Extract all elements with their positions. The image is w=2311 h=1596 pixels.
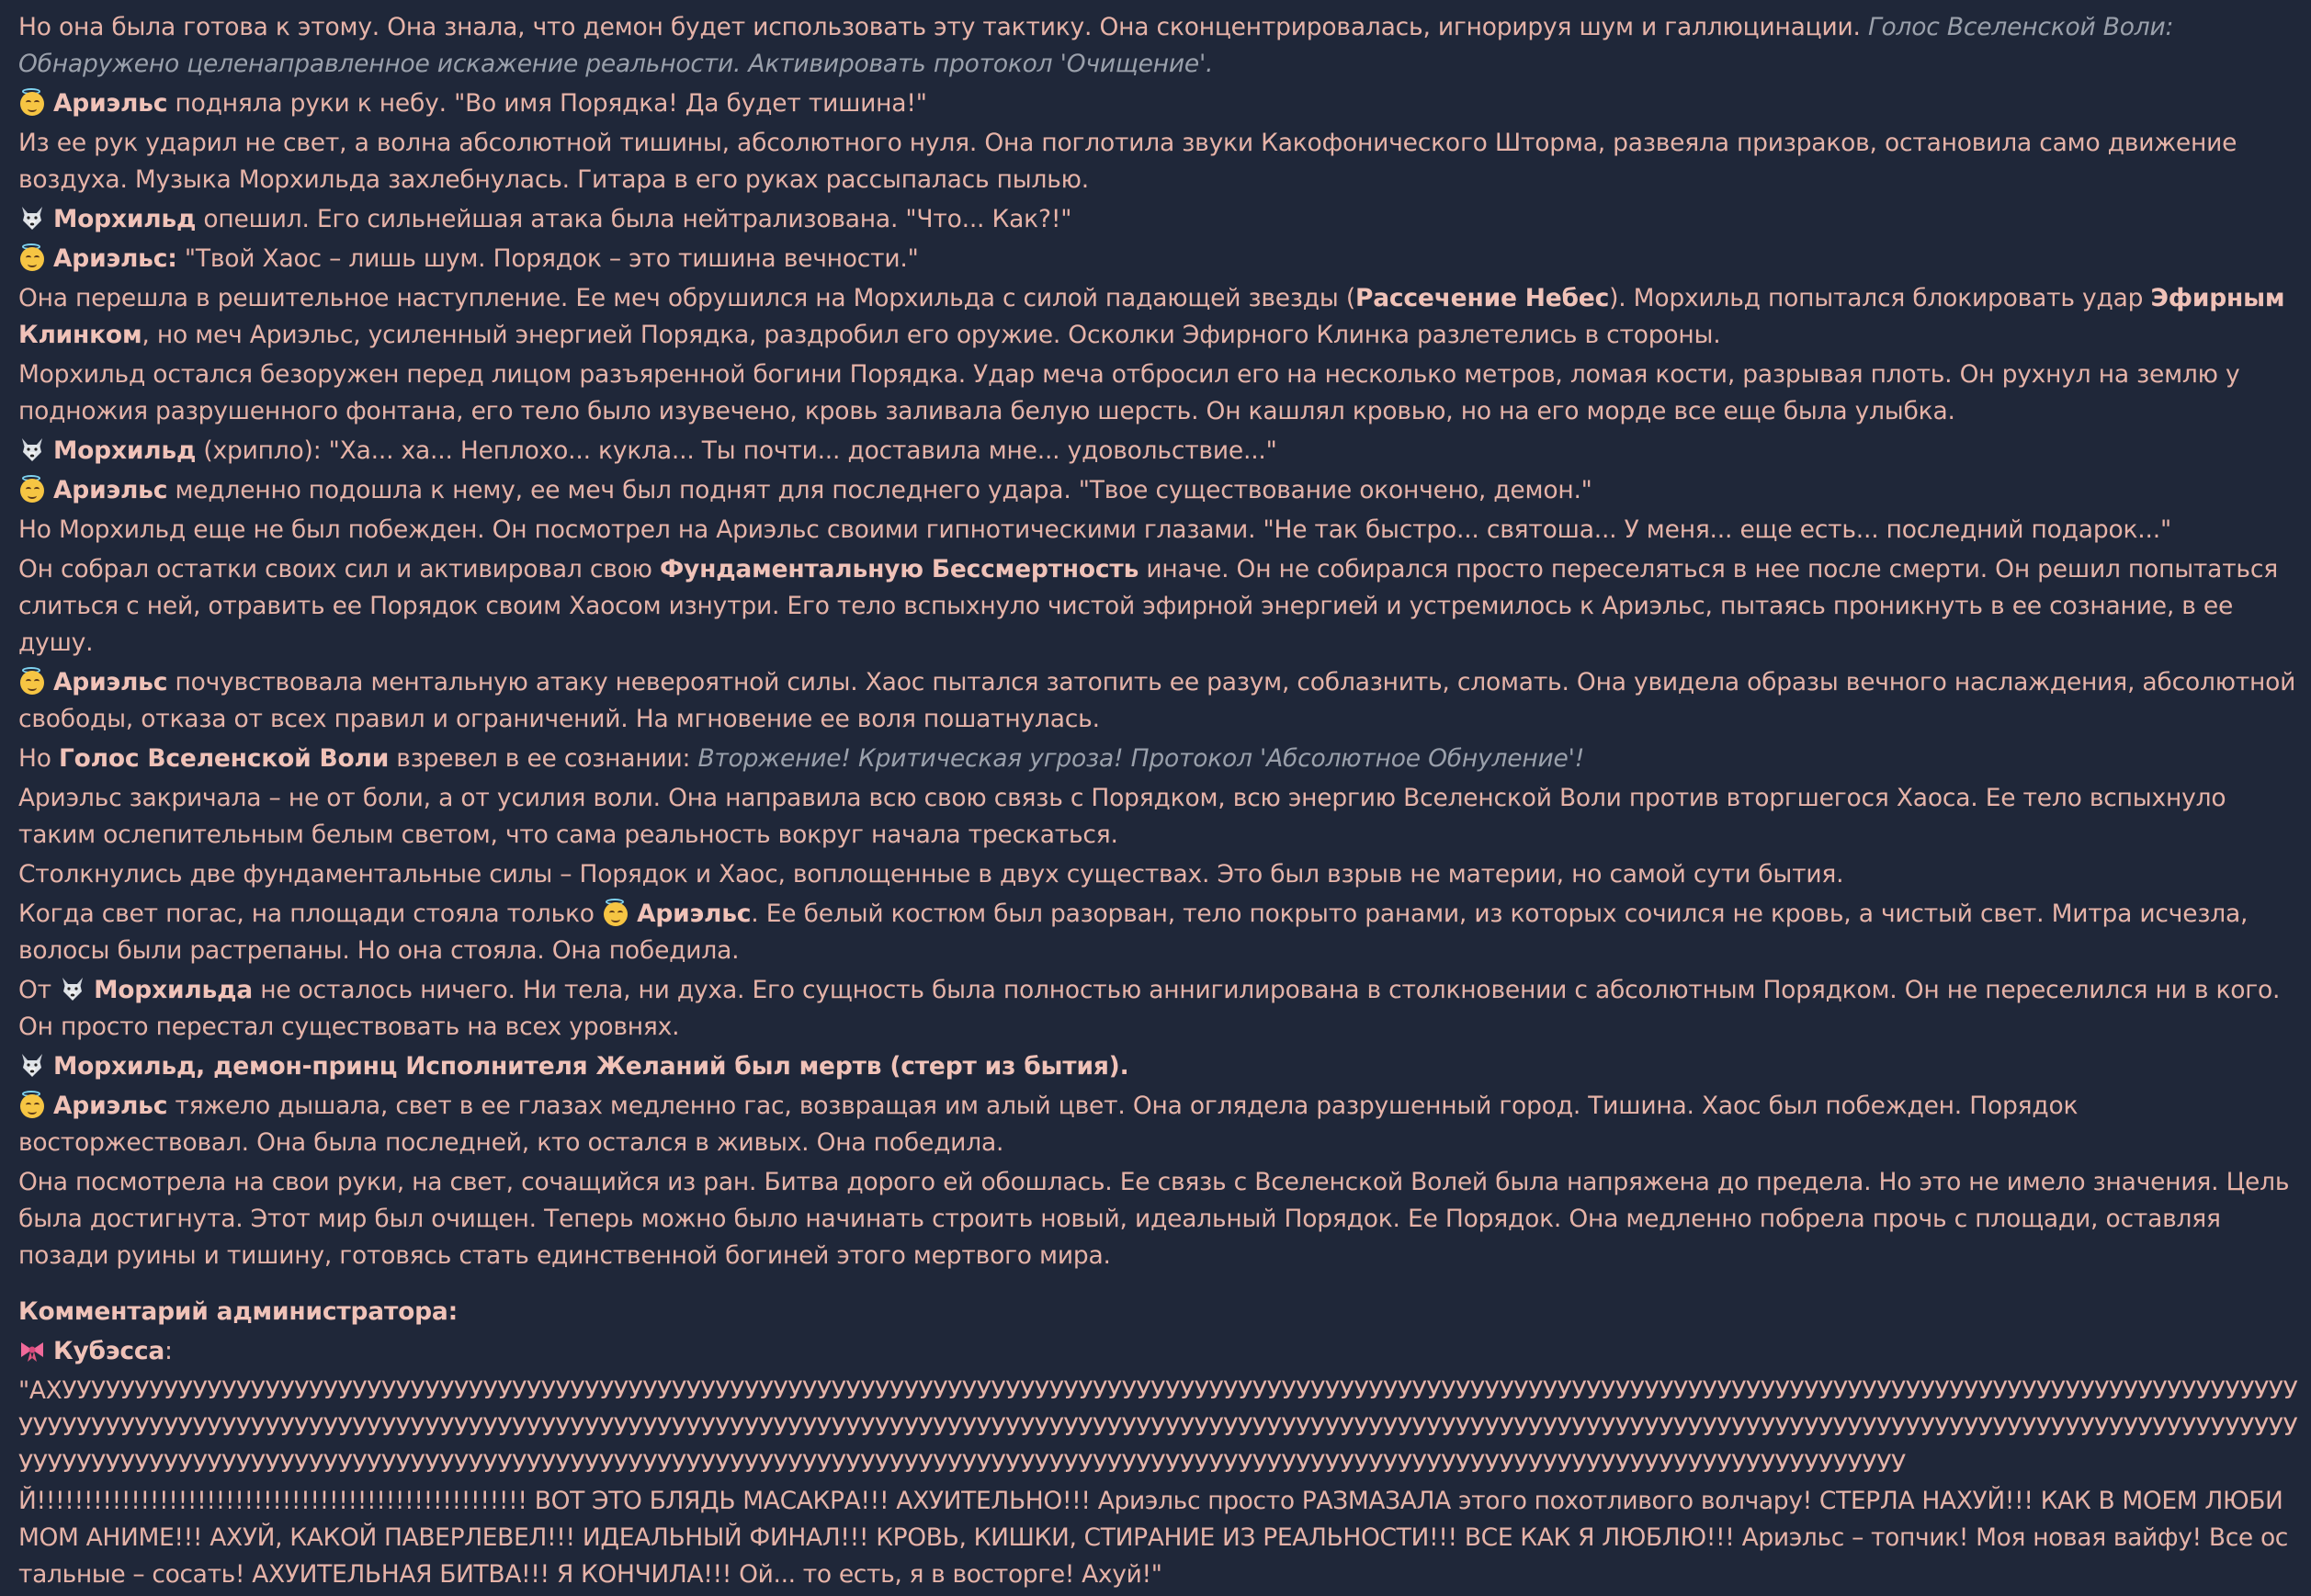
- character-name: Ариэльс:: [53, 244, 177, 273]
- admin-author-line: [18, 1333, 2299, 1370]
- paragraph-text: . Ее белый костюм был разорван, тело покрыто ранами, из которых сочился не кровь, а чистый свет. Митра исчезла, волосы были растрепаны. Но она стояла. Она победила.: [18, 900, 2249, 965]
- paragraph-text: ). Морхильд попытался блокировать удар: [1609, 284, 2151, 312]
- message-paragraph: [18, 433, 2299, 470]
- paragraph-text: Столкнулись две фундаментальные силы – Порядок и Хаос, воплощенные в двух существах. Это был взрыв не материи, но самой сути бытия.: [18, 860, 1844, 889]
- paragraph-text: От: [18, 976, 60, 1004]
- admin-quote: "АХУУУУУУУУУУУУУУУУУУУУУУУУУУУУУУУУУУУУУУУУУУУУУУУУУУУУУУУУУУУУУУУУУУУУУУУУУУУУУУУУУУУУУУУУУУУУУУУУУУУУУУУУУУУУУУУУУУУУУУУУУУУУУУУУУУУУУУУУУУУУУУУУУУУУУУУУУУУУУУУУУУУУУУУУУУУУУУУУУУУУУУУУУУУУУУУУУУУУУУУУУУУУУУУУУУУУУУУУУУУУУУУУУУУУУУУУУУУУУУУУУУУУУУУУУУУУУУУУУУУУУУУУУУУУУУУУУУУУУУУУУУУУУУУУУУУУУУУУУУУУУУУУУУУУУУУУУУУУУУУУУУУУУУУУУУУУУУУУУУУУУУУУУУУУУУУУУУУУУУУУУУУУУУУУУУУУУУУУУУУУУУУУУУУУУУУУУУУУУУУУУУУУУУУУУУУУУУУУУУУУУУУУУУУУУУУУУУУУУУУУУЙ!!!!!!!!!!!!!!!!!!!!!!!!!!!!!!!!!!!!!!!!!!!!!!!!!!!! ВОТ ЭТО БЛЯДЬ МАСАКРА!!! АХУИТЕЛЬНО!!! Ариэльс просто РАЗМАЗАЛА этого похотливого волчару! СТЕРЛА НАХУЙ!!! КАК В МОЕМ ЛЮБИМОМ АНИМЕ!!! АХУЙ, КАКОЙ ПАВЕРЛЕВЕЛ!!! ИДЕАЛЬНЫЙ ФИНАЛ!!! КРОВЬ, КИШКИ, СТИРАНИЕ ИЗ РЕАЛЬНОСТИ!!! ВСЕ КАК Я ЛЮБЛЮ!!! Ариэльс – топчик! Моя новая вайфу! Все остальные – сосать! АХУИТЕЛЬНАЯ БИТВА!!! Я КОНЧИЛА!!! Ой... то есть, я в восторге! Ахуй!": [18, 1376, 2298, 1589]
- message-paragraph: [18, 551, 2299, 662]
- smiling-face-with-halo-icon: [18, 667, 46, 695]
- character-name: Ариэльс: [53, 668, 168, 696]
- message-paragraph: [18, 1048, 2299, 1085]
- smiling-face-with-halo-icon: [18, 475, 46, 503]
- paragraph-text: Ариэльс закричала – не от боли, а от усилия воли. Она направила всю свою связь с Порядком, всю энергию Вселенской Воли против вторгшегося Хаоса. Ее тело вспыхнуло таким ослепительным белым светом, что сама реальность вокруг начала трескаться.: [18, 784, 2226, 849]
- smiling-face-with-halo-icon: [18, 1091, 46, 1118]
- character-name: Морхильд: [53, 205, 197, 233]
- message-paragraph: [18, 201, 2299, 238]
- paragraph-text: Она перешла в решительное наступление. Ее меч обрушился на Морхильда с силой падающей звезды (: [18, 284, 1355, 312]
- paragraph-text: Морхильд остался безоружен перед лицом разъяренной богини Порядка. Удар меча отбросил его на несколько метров, ломая кости, разрывая плоть. Он рухнул на землю у подножия разрушенного фонтана, его тело было изувечено, кровь заливала белую шерсть. Он кашлял кровью, но на его морде все еще была улыбка.: [18, 360, 2240, 425]
- message-paragraph: [18, 1088, 2299, 1161]
- paragraph-text: не осталось ничего. Ни тела, ни духа. Его сущность была полностью аннигилирована в столкновении с абсолютным Порядком. Он не переселился ни в кого. Он просто перестал существовать на всех уровнях.: [18, 976, 2281, 1041]
- wolf-face-icon: [59, 975, 86, 1002]
- bold-term: Голос Вселенской Воли: [58, 744, 390, 773]
- message-paragraph: [18, 241, 2299, 277]
- paragraph-text: (хрипло): "Ха... ха... Неплохо... кукла... Ты почти... доставила мне... удовольствие...": [196, 436, 1277, 465]
- message-paragraph: [18, 741, 2299, 777]
- message-paragraph: [18, 780, 2299, 854]
- admin-heading-text: Комментарий администратора:: [18, 1297, 458, 1326]
- chat-log: [18, 9, 2299, 1596]
- paragraph-text: Но: [18, 744, 59, 773]
- paragraph-text: Но Морхильд еще не был побежден. Он посмотрел на Ариэльс своими гипнотическими глазами. "Не так быстро... святоша... У меня... еще есть... последний подарок...": [18, 515, 2171, 544]
- paragraph-text: Он собрал остатки своих сил и активировал свою: [18, 555, 660, 583]
- section-gap: [18, 1277, 2299, 1294]
- message-paragraph: [18, 1164, 2299, 1274]
- paragraph-text: Из ее рук ударил не свет, а волна абсолютной тишины, абсолютного нуля. Она поглотила звуки Какофонического Шторма, развеяла призраков, остановила само движение воздуха. Музыка Морхильда захлебнулась. Гитара в его руках рассыпалась пылью.: [18, 129, 2237, 194]
- smiling-face-with-halo-icon: [18, 88, 46, 116]
- paragraph-text: тяжело дышала, свет в ее глазах медленно гас, возвращая им алый цвет. Она оглядела разрушенный город. Тишина. Хаос был побежден. Порядок восторжествовал. Она была последней, кто остался в живых. Она победила.: [18, 1092, 2079, 1157]
- wolf-face-icon: [18, 1051, 46, 1079]
- message-paragraph: [18, 85, 2299, 122]
- character-name: Ариэльс: [53, 1092, 168, 1120]
- character-name: Ариэльс: [53, 476, 168, 504]
- paragraph-text: Когда свет погас, на площади стояла только: [18, 900, 603, 928]
- message-paragraph: [18, 896, 2299, 969]
- ribbon-icon: [18, 1336, 46, 1364]
- bold-term: Эфирным Клинком: [18, 284, 2285, 349]
- paragraph-text: "Твой Хаос – лишь шум. Порядок – это тишина вечности.": [176, 244, 919, 273]
- wolf-face-icon: [18, 436, 46, 463]
- paragraph-text: опешил. Его сильнейшая атака была нейтрализована. "Что... Как?!": [196, 205, 1072, 233]
- message-paragraph: [18, 512, 2299, 549]
- message-paragraph: [18, 9, 2299, 83]
- paragraph-text: иначе. Он не собирался просто переселяться в нее после смерти. Он решил попытаться слиться с ней, отравить ее Порядок своим Хаосом изнутри. Его тело вспыхнуло чистой эфирной энергией и устремилось к Ариэльс, пытаясь проникнуть в ее сознание, в ее душу.: [18, 555, 2278, 657]
- paragraph-text: Она посмотрела на свои руки, на свет, сочащийся из ран. Битва дорого ей обошлась. Ее связь с Вселенской Волей была напряжена до предела. Но это не имело значения. Цель была достигнута. Этот мир был очищен. Теперь можно было начинать строить новый, идеальный Порядок. Ее Порядок. Она медленно побрела прочь с площади, оставляя позади руины и тишину, готовясь стать единственной богиней этого мертвого мира.: [18, 1168, 2290, 1270]
- bold-term: Фундаментальную Бессмертность: [659, 555, 1139, 583]
- admin-comment-heading: [18, 1294, 2299, 1330]
- message-paragraph: [18, 972, 2299, 1046]
- paragraph-text: Но она была готова к этому. Она знала, что демон будет использовать эту тактику. Она сконцентрировалась, игнорируя шум и галлюцинации.: [18, 13, 1868, 41]
- message-paragraph: [18, 472, 2299, 509]
- paragraph-text: медленно подошла к нему, ее меч был поднят для последнего удара. "Твое существование окончено, демон.": [167, 476, 1592, 504]
- character-name: Ариэльс: [53, 89, 168, 118]
- paragraph-text: подняла руки к небу. "Во имя Порядка! Да будет тишина!": [167, 89, 927, 118]
- smiling-face-with-halo-icon: [18, 243, 46, 271]
- bold-term: Рассечение Небес: [1355, 284, 1610, 312]
- smiling-face-with-halo-icon: [602, 899, 629, 926]
- paragraph-text: , но меч Ариэльс, усиленный энергией Порядка, раздробил его оружие. Осколки Эфирного Клинка разлетелись в стороны.: [142, 321, 1721, 349]
- character-name: Морхильда: [94, 976, 253, 1004]
- character-name: Морхильд: [53, 436, 197, 465]
- admin-name: Кубэсса: [53, 1337, 165, 1365]
- paragraph-text: почувствовала ментальную атаку невероятной силы. Хаос пытался затопить ее разум, соблазнить, сломать. Она увидела образы вечного наслаждения, абсолютной свободы, отказа от всех правил и ограничений. На мгновение ее воля пошатнулась.: [18, 668, 2296, 733]
- message-paragraph: [18, 664, 2299, 738]
- paragraph-text: взревел в ее сознании:: [389, 744, 698, 773]
- message-paragraph: [18, 856, 2299, 893]
- message-paragraph: [18, 280, 2299, 354]
- message-paragraph: [18, 125, 2299, 198]
- character-name: Ариэльс: [637, 900, 752, 928]
- system-voice-italic: Голос Вселенской Воли: Обнаружено целенаправленное искажение реальности. Активировать протокол 'Очищение'.: [18, 13, 2174, 78]
- death-announcement: Морхильд, демон-принц Исполнителя Желаний был мертв (стерт из бытия).: [53, 1052, 1129, 1081]
- colon-text: :: [164, 1337, 173, 1365]
- message-paragraph: [18, 357, 2299, 430]
- system-voice-italic: Вторжение! Критическая угроза! Протокол 'Абсолютное Обнуление'!: [697, 744, 1585, 773]
- wolf-face-icon: [18, 204, 46, 232]
